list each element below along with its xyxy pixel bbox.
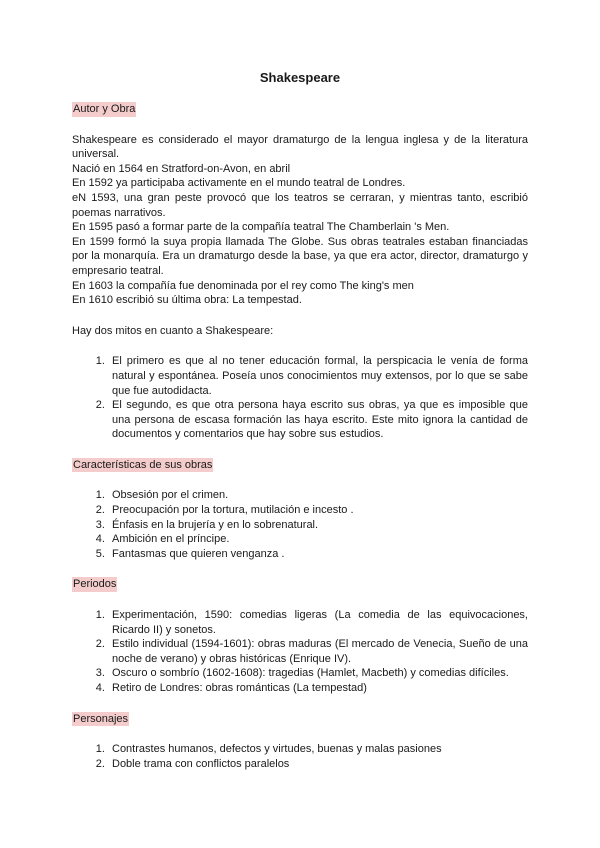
document-title: Shakespeare bbox=[259, 70, 341, 85]
caracteristica-item: 4. Ambición en el príncipe. bbox=[108, 532, 528, 547]
section-personajes bbox=[72, 712, 528, 727]
mitos-list bbox=[72, 354, 528, 442]
section-caracteristicas bbox=[72, 458, 528, 473]
section-heading-personajes: Personajes bbox=[73, 712, 129, 725]
section-periodos bbox=[72, 577, 528, 592]
periodo-item: 3. Oscuro o sombrío (1602-1608): tragedias (Hamlet, Macbeth) y comedias difíciles. bbox=[108, 666, 528, 681]
personaje-item: 1. Contrastes humanos, defectos y virtudes, buenas y malas pasiones bbox=[108, 742, 528, 757]
periodos-list bbox=[72, 608, 528, 696]
mito-item: 1. El primero es que al no tener educación formal, la perspicacia le venía de forma natural y espontánea. Poseía unos conocimientos muy extensos, por lo que se sabe que fue autodidacta. bbox=[108, 354, 528, 398]
autor-line: En 1592 ya participaba activamente en el mundo teatral de Londres. bbox=[72, 177, 406, 190]
periodo-item: 4. Retiro de Londres: obras románticas (La tempestad) bbox=[108, 681, 528, 696]
mitos-intro-block bbox=[72, 324, 528, 339]
mito-item: 2. El segundo, es que otra persona haya escrito sus obras, ya que es imposible que una persona de escasa formación las haya escrito. Este mito ignora la cantidad de documentos y comentarios que hay sobre sus estudios. bbox=[108, 398, 528, 442]
caracteristica-item: 5. Fantasmas que quieren venganza . bbox=[108, 547, 528, 562]
section-heading-periodos: Periodos bbox=[73, 578, 117, 591]
autor-paragraphs bbox=[72, 133, 528, 308]
caracteristicas-list bbox=[72, 488, 528, 561]
personajes-list bbox=[72, 742, 528, 771]
section-heading-autor: Autor y Obra bbox=[73, 103, 136, 115]
caracteristica-item: 2. Preocupación por la tortura, mutilación e incesto . bbox=[108, 503, 528, 518]
autor-line: eN 1593, una gran peste provocó que los teatros se cerraran, y mientras tanto, escribió poemas narrativos. bbox=[72, 191, 528, 219]
caracteristica-item: 3. Énfasis en la brujería y en lo sobrenatural. bbox=[108, 518, 528, 533]
autor-line: En 1610 escribió su última obra: La tempestad. bbox=[72, 294, 302, 307]
autor-line: Nació en 1564 en Stratford-on-Avon, en abril bbox=[72, 162, 291, 175]
caracteristica-item: 1. Obsesión por el crimen. bbox=[108, 488, 528, 503]
autor-line: En 1599 formó la suya propia llamada The Globe. Sus obras teatrales estaban financiadas por la monarquía. Era un dramaturgo desde la base, ya que era actor, director, dramaturgo y empresario teatral. bbox=[72, 235, 528, 277]
periodo-item: 1. Experimentación, 1590: comedias ligeras (La comedia de las equivocaciones, Ricardo II) y sonetos. bbox=[108, 608, 528, 637]
section-heading-caracteristicas: Características de sus obras bbox=[73, 458, 213, 471]
periodo-item: 2. Estilo individual (1594-1601): obras maduras (El mercado de Venecia, Sueño de una noche de verano) y obras históricas (Enrique IV). bbox=[108, 637, 528, 666]
section-autor bbox=[72, 102, 528, 117]
mitos-intro: Hay dos mitos en cuanto a Shakespeare: bbox=[72, 324, 274, 337]
personaje-item: 2. Doble trama con conflictos paralelos bbox=[108, 757, 528, 772]
autor-line: En 1603 la compañía fue denominada por el rey como The king's men bbox=[72, 279, 414, 292]
autor-line: En 1595 pasó a formar parte de la compañía teatral The Chamberlain 's Men. bbox=[72, 221, 450, 234]
autor-line: Shakespeare es considerado el mayor dramaturgo de la lengua inglesa y de la literatura universal. bbox=[72, 133, 528, 161]
